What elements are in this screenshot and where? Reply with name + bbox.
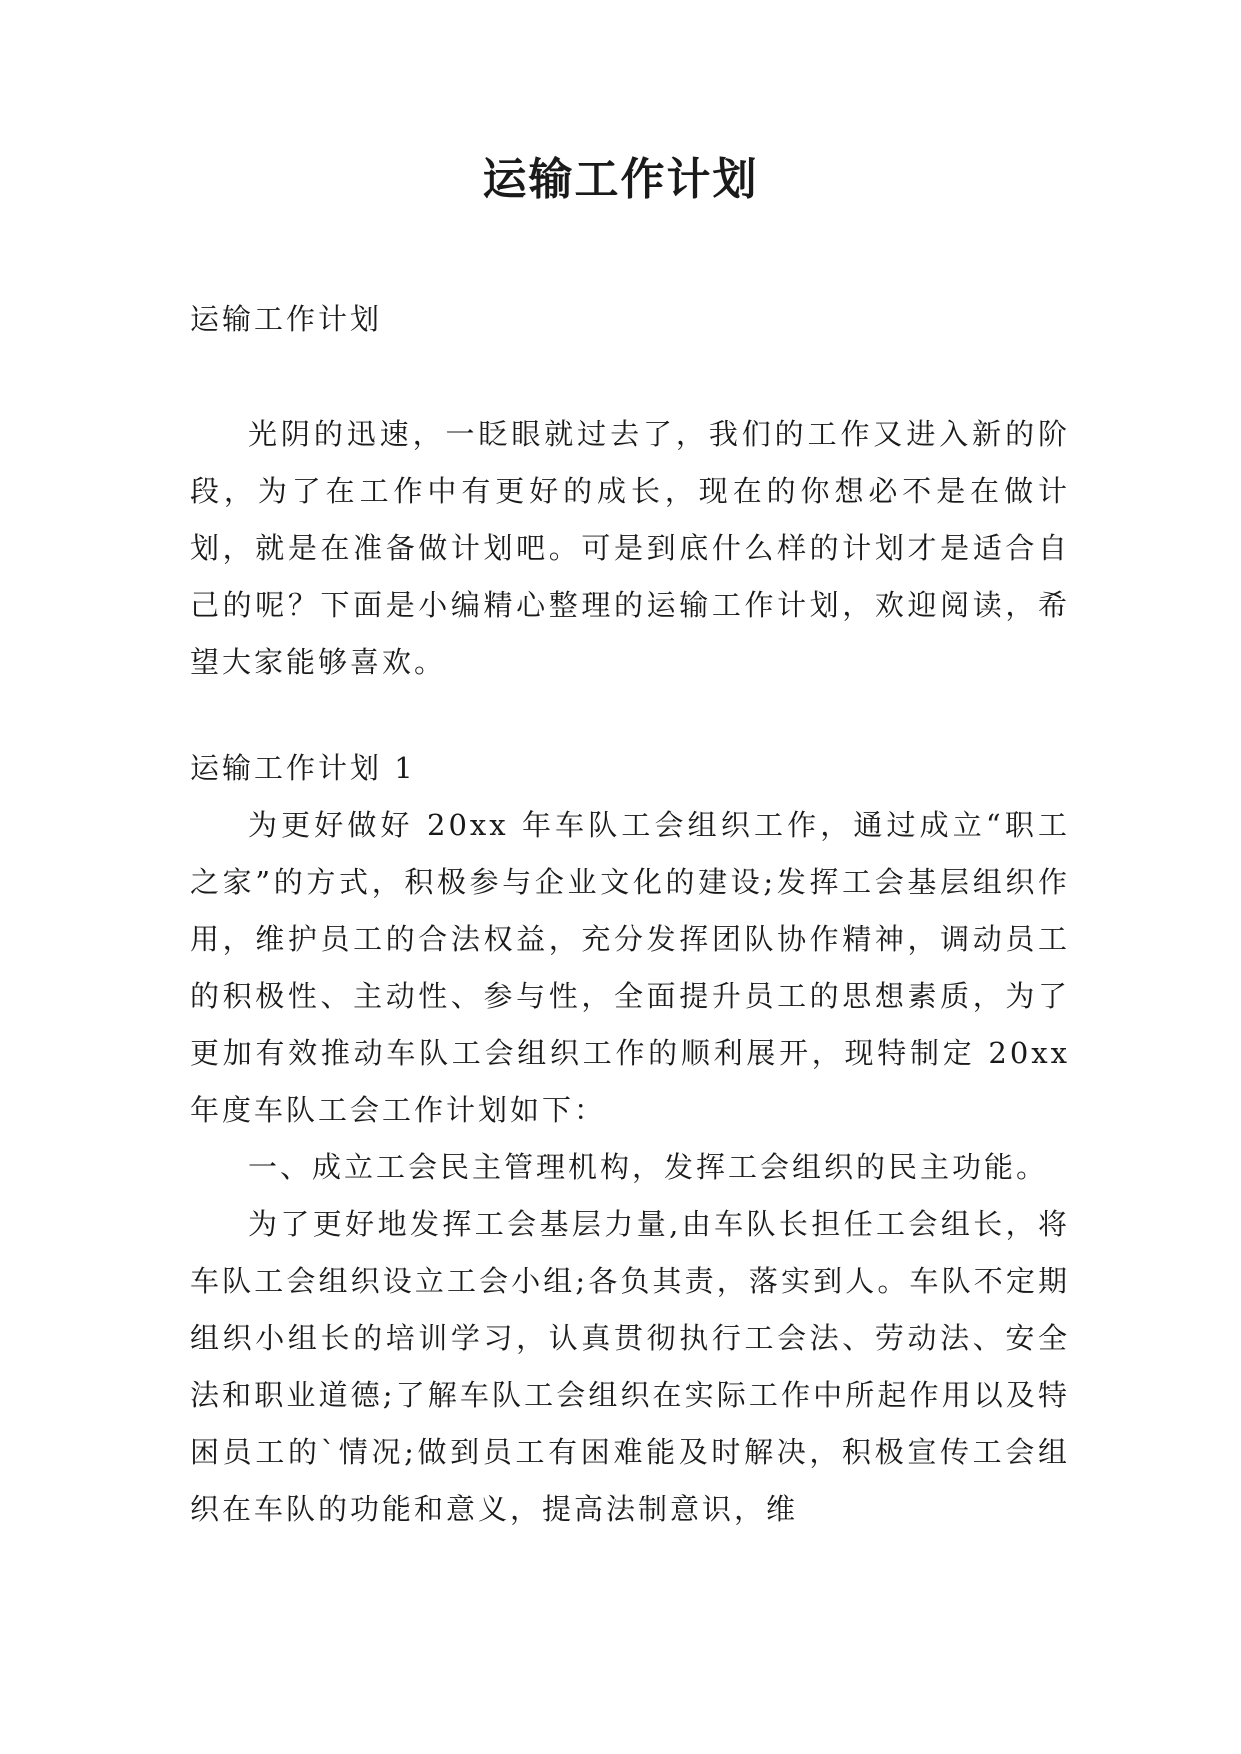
spacer: [190, 691, 1070, 739]
body-paragraph: 为了更好地发挥工会基层力量,由车队长担任工会组长，将车队工会组织设立工会小组;各负其责，落实到人。车队不定期组织小组长的培训学习，认真贯彻执行工会法、劳动法、安全法和职业道德;了解车队工会组织在实际工作中所起作用以及特困员工的`情况;做到员工有困难能及时解决，积极宣传工会组织在车队的功能和意义，提高法制意识，维: [190, 1207, 1070, 1526]
body-paragraph: 为更好做好 20xx 年车队工会组织工作，通过成立“职工之家”的方式，积极参与企业文化的建设;发挥工会基层组织作用，维护员工的合法权益，充分发挥团队协作精神，调动员工的积极性、主动性、参与性，全面提升员工的思想素质，为了更加有效推动车队工会组织工作的顺利展开，现特制定 20xx 年度车队工会工作计划如下：: [190, 808, 1070, 1127]
spacer: [190, 348, 1070, 406]
document-body: [190, 290, 1070, 1538]
section-heading: 运输工作计划 1: [190, 751, 416, 785]
intro-paragraph: 光阴的迅速，一眨眼就过去了，我们的工作又进入新的阶段，为了在工作中有更好的成长，现在的你想必不是在做计划，就是在准备做计划吧。可是到底什么样的计划才是适合自己的呢？下面是小编精心整理的运输工作计划，欢迎阅读，希望大家能够喜欢。: [190, 417, 1070, 679]
subtitle-line: 运输工作计划: [190, 302, 383, 336]
body-paragraph: 一、成立工会民主管理机构，发挥工会组织的民主功能。: [248, 1150, 1049, 1184]
document-title: 运输工作计划: [482, 154, 759, 205]
